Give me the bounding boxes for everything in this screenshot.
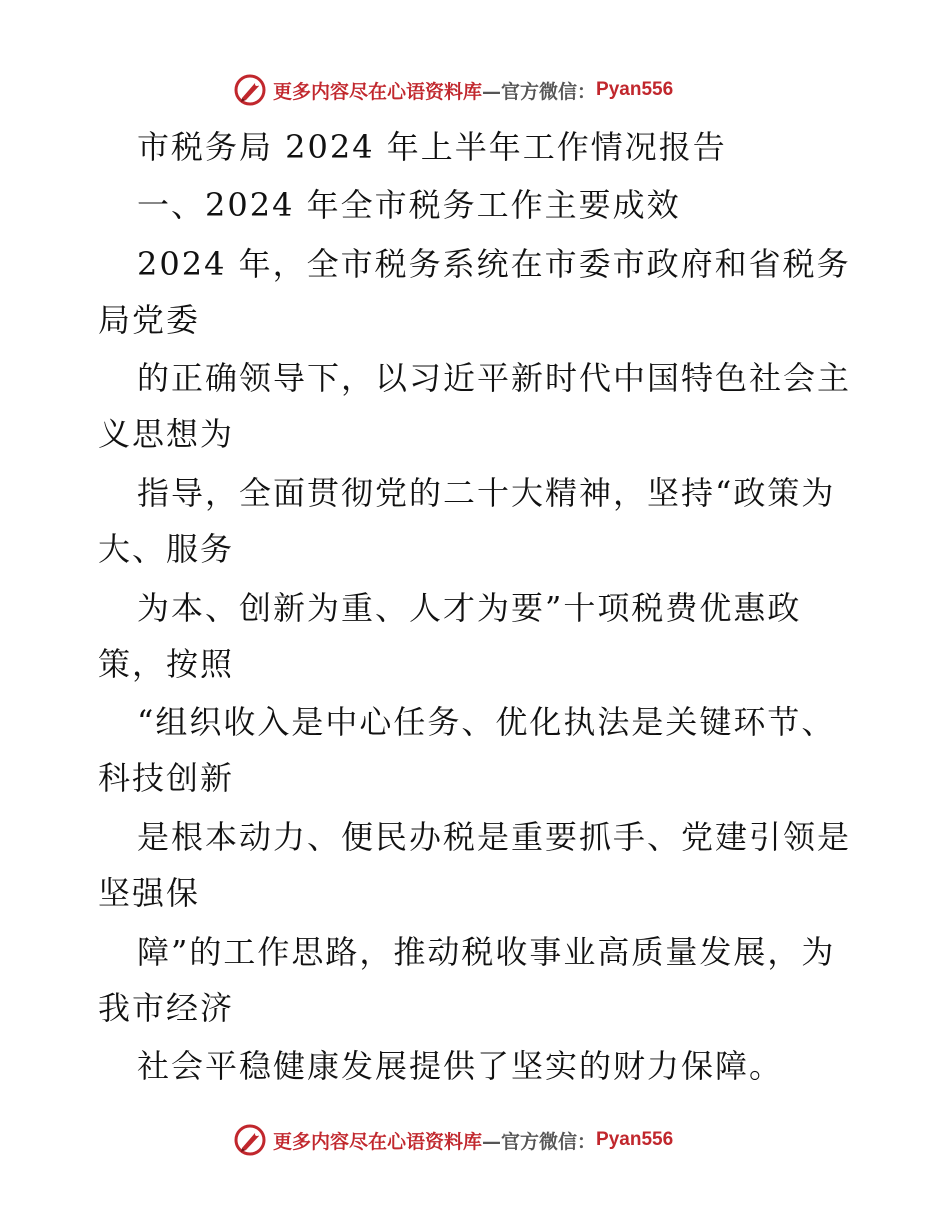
paragraph-line: 义思想为 xyxy=(98,415,235,453)
pen-logo-icon xyxy=(233,73,267,107)
paragraph-line: 社会平稳健康发展提供了坚实的财力保障。 xyxy=(137,1047,784,1085)
watermark-separator-text: —官方微信： xyxy=(482,1130,597,1153)
pen-logo-icon xyxy=(233,1123,267,1157)
paragraph-line: 大、服务 xyxy=(98,530,235,568)
paragraph-line: 2024 年，全市税务系统在市委市政府和省税务 xyxy=(137,245,851,283)
document-title: 市税务局 2024 年上半年工作情况报告 xyxy=(137,128,727,166)
header-watermark xyxy=(233,72,673,108)
paragraph-line: 是根本动力、便民办税是重要抓手、党建引领是 xyxy=(137,818,852,856)
footer-watermark xyxy=(233,1122,673,1158)
paragraph-line: 为本、创新为重、人才为要”十项税费优惠政 xyxy=(137,589,802,627)
watermark-main-text: 更多内容尽在心语资料库 xyxy=(273,1130,483,1153)
paragraph-line: 坚强保 xyxy=(98,874,201,912)
paragraph-line: 指导，全面贯彻党的二十大精神，坚持“政策为 xyxy=(137,474,836,512)
watermark-handle-text: Pyan556 xyxy=(596,1129,674,1150)
paragraph-line: 的正确领导下，以习近平新时代中国特色社会主 xyxy=(137,359,852,397)
section-heading: 一、2024 年全市税务工作主要成效 xyxy=(137,186,681,224)
paragraph-line: 障”的工作思路，推动税收事业高质量发展，为 xyxy=(137,933,836,971)
watermark-separator-text: —官方微信： xyxy=(482,80,597,103)
paragraph-line: 科技创新 xyxy=(98,759,235,797)
paragraph-line: 策，按照 xyxy=(98,645,235,683)
paragraph-line: 局党委 xyxy=(98,301,201,339)
watermark-main-text: 更多内容尽在心语资料库 xyxy=(273,80,483,103)
paragraph-line: “组织收入是中心任务、优化执法是关键环节、 xyxy=(137,703,836,741)
watermark-handle-text: Pyan556 xyxy=(596,79,674,100)
paragraph-line: 我市经济 xyxy=(98,989,235,1027)
